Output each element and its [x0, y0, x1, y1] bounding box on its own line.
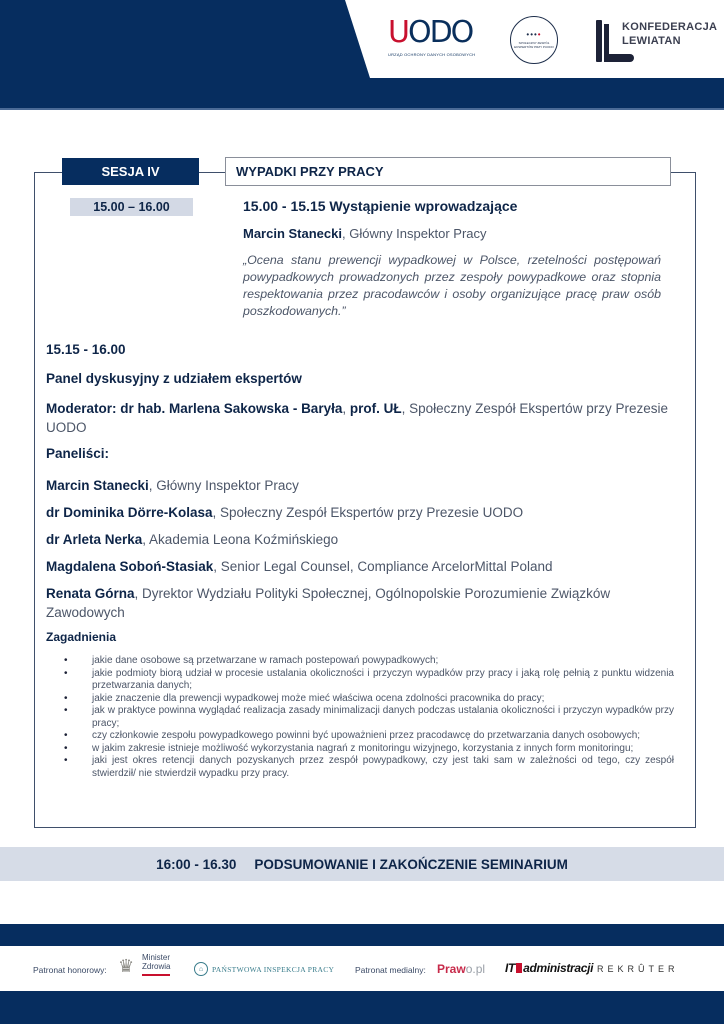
- bullet-icon: •: [64, 730, 68, 741]
- itadm-part1: IT: [505, 961, 516, 975]
- topic-item: [62, 655, 674, 668]
- moderator-sep: ,: [342, 401, 350, 416]
- itadm-part2: administracji: [523, 961, 594, 975]
- moderator-role: , Społeczny Zespół Ekspertów przy Prezesie UODO: [46, 401, 668, 435]
- bullet-icon: •: [64, 692, 68, 704]
- intro-speaker: [243, 226, 487, 241]
- topic-text: jaki jest okres retencji danych pozyskanych przez zespół powypadkowy, czy jest taki sam w zależności od tego, czy zespół stwierdził/ nie stwierdził wypadku przy pracy.: [92, 755, 674, 779]
- intro-speaker-name: Marcin Stanecki: [243, 226, 342, 241]
- pip-emblem-icon: ⌂: [194, 962, 208, 976]
- uodo-logo-u: U: [388, 15, 408, 50]
- prawo-part1: Praw: [437, 962, 466, 976]
- footer-band-top: [0, 924, 724, 946]
- session-title: WYPADKI PRZY PRACY: [225, 157, 671, 186]
- itadm-square-icon: [516, 963, 522, 973]
- topic-text: jakie znaczenie dla prewencji wypadkowej może mieć właściwa ocena zdolności pracownika do pracy;: [92, 692, 545, 704]
- topic-item: [62, 705, 674, 730]
- it-w-administracji-logo: [505, 961, 593, 975]
- panelist: [46, 503, 686, 522]
- prawo-pl-logo: [437, 962, 485, 976]
- panelist-name: dr Arleta Nerka: [46, 532, 143, 547]
- panelist-role: , Społeczny Zespół Ekspertów przy Prezesie UODO: [212, 505, 524, 520]
- bullet-icon: •: [64, 705, 68, 716]
- topic-item: [62, 730, 674, 743]
- topics-list: [62, 655, 674, 780]
- panelist-role: , Senior Legal Counsel, Compliance ArcelorMittal Poland: [213, 559, 553, 574]
- bullet-icon: •: [64, 742, 68, 754]
- panelist: [46, 476, 686, 495]
- topic-item: [62, 755, 674, 780]
- panelist-role: , Akademia Leona Koźmińskiego: [142, 532, 339, 547]
- panelist-name: dr Dominika Dörre-Kolasa: [46, 505, 213, 520]
- uodo-logo-subtitle: URZĄD OCHRONY DANYCH OSOBOWYCH: [388, 52, 476, 57]
- topic-text: czy członkowie zespołu powypadkowego powinni być upoważnieni przez pracodawcę do przetwarzania danych osobowych;: [92, 730, 641, 741]
- sze-logo: [510, 16, 558, 64]
- intro-quote: „Ocena stanu prewencji wypadkowej w Polsce, rzetelności postępowań powypadkowych prowadzonych przez zespoły powypadkowe oraz stopnia respektowania przez pracodawców i osoby organizujące pracę praw osób poszkodowanych.”: [243, 253, 661, 318]
- pip-name: PAŃSTWOWA INSPEKCJA PRACY: [212, 964, 335, 974]
- bullet-icon: •: [64, 755, 68, 766]
- closing-title: PODSUMOWANIE I ZAKOŃCZENIE SEMINARIUM: [254, 856, 568, 872]
- footer-band-bottom: [0, 991, 724, 1024]
- moderator-name: Moderator: dr hab. Marlena Sakowska - Baryła: [46, 401, 343, 416]
- pip-logo: [194, 960, 334, 978]
- rekruter-logo: REKRÛTER: [597, 964, 679, 974]
- lewiatan-logo: [596, 18, 718, 64]
- topic-item: [62, 693, 674, 706]
- closing-time: 16:00 - 16.30: [156, 856, 237, 872]
- sze-logo-text: SPOŁECZNY ZESPÓŁ EKSPERTÓW PRZY PUODO: [514, 41, 554, 49]
- topics-label: Zagadnienia: [46, 630, 117, 644]
- topic-text: w jakim zakresie istnieje możliwość wykorzystania nagrań z monitoringu wizyjnego, korzystania z innych form monitoringu;: [92, 742, 634, 754]
- moderator: [46, 399, 686, 437]
- bullet-icon: •: [64, 655, 68, 666]
- minister-red-line: [142, 974, 170, 976]
- lewiatan-line1: KONFEDERACJA: [622, 21, 718, 33]
- honorary-patronage-label: Patronat honorowy:: [33, 965, 107, 975]
- session-badge: SESJA IV: [62, 158, 199, 185]
- prawo-part2: o.pl: [465, 962, 486, 976]
- panel-title: Panel dyskusyjny z udziałem ekspertów: [46, 371, 302, 386]
- panelist: [46, 584, 686, 622]
- uodo-logo: [388, 15, 478, 62]
- minister-line2: Zdrowia: [142, 962, 171, 971]
- session-time: 15.00 – 16.00: [70, 198, 193, 216]
- eagle-emblem-icon: ♛: [118, 956, 135, 976]
- lewiatan-line2: LEWIATAN: [622, 35, 681, 47]
- panelist: [46, 530, 686, 549]
- panelist-name: Renata Górna: [46, 586, 135, 601]
- panelists-label: Paneliści:: [46, 446, 110, 461]
- minister-zdrowia-logo: [118, 953, 178, 985]
- bullet-icon: •: [64, 667, 68, 679]
- topic-item: [62, 743, 674, 756]
- panelist-role: , Dyrektor Wydziału Polityki Społecznej, Ogólnopolskie Porozumienie Związków Zawodowych: [46, 586, 611, 620]
- panelist: [46, 557, 686, 576]
- topic-text: jak w praktyce powinna wyglądać realizacja zasady minimalizacji danych podczas ustalania okoliczności i przyczyn wypadków przy pracy;: [92, 705, 674, 729]
- header-divider: [0, 108, 724, 110]
- minister-line1: Minister: [142, 953, 171, 962]
- media-patronage-label: Patronat medialny:: [355, 965, 426, 975]
- topic-text: jakie dane osobowe są przetwarzane w ramach postepowań powypadkowych;: [92, 655, 439, 666]
- intro-title: 15.00 - 15.15 Wystąpienie wprowadzające: [243, 198, 518, 214]
- closing-bar: [0, 847, 724, 881]
- topic-item: [62, 668, 674, 693]
- panelist-name: Magdalena Soboń-Stasiak: [46, 559, 214, 574]
- lewiatan-mark-icon: [596, 20, 618, 62]
- sze-logo-dots-icon: ••••: [526, 30, 542, 39]
- uodo-logo-odo: ODO: [407, 15, 473, 50]
- panel-time: 15.15 - 16.00: [46, 342, 126, 357]
- topic-text: jakie podmioty biorą udział w procesie ustalania okoliczności i przyczyn wypadków przy pracy i jaką rolę pełnią z punktu widzenia przetwarzania danych;: [92, 667, 674, 691]
- panelist-name: Marcin Stanecki: [46, 478, 149, 493]
- panelist-role: , Główny Inspektor Pracy: [148, 478, 299, 493]
- moderator-title: prof. UŁ: [349, 401, 402, 416]
- intro-speaker-role: , Główny Inspektor Pracy: [342, 226, 487, 241]
